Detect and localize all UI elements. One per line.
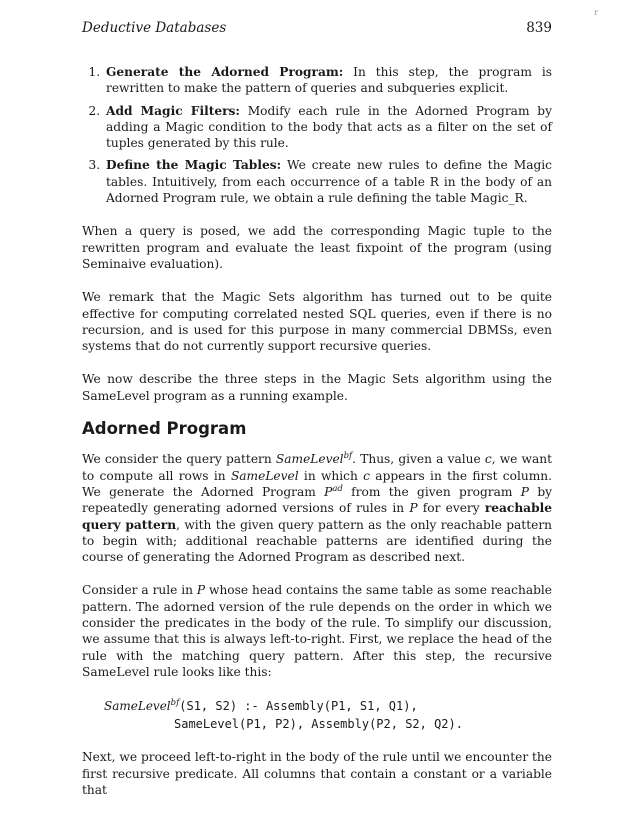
paragraph-consider-rule: Consider a rule in P whose head contains the same table as some reachable pattern. The adorned version of the rule depends on the order in which we consider the predicates in the body of the rule. To simplify our discussion, we assume that this is always left-to-right. First, we replace the head of the rule with the matching query pattern. After this step, the recursive SameLevel rule looks like this: bbox=[82, 583, 552, 679]
step-3-label: Define the Magic Tables: bbox=[106, 158, 282, 173]
magic-sets-steps-list bbox=[82, 64, 552, 206]
page-number: 839 bbox=[526, 20, 552, 36]
paragraph-query-posed: When a query is posed, we add the corresponding Magic tuple to the rewritten program and evaluate the least fixpoint of the program (using Seminaive evaluation). bbox=[82, 224, 552, 271]
paragraph-query-pattern: We consider the query pattern SameLevel$^{bf}$. Thus, given a value c, we want to compute all rows in SameLevel in which c appears in the first column. We generate the Adorned Program $P^{ad}$ from the given program P by repeatedly generating adorned versions of rules in P for every reachable query pattern, with the given query pattern as the only reachable pattern to begin with; additional reachable patterns are identified during the course of generating the Adorned Program as described next. bbox=[82, 451, 553, 565]
step-2-label: Add Magic Filters: bbox=[106, 103, 240, 118]
step-1-text: In this step, the program is rewritten to make the pattern of queries and subqueries explicit. bbox=[106, 65, 552, 96]
running-header bbox=[82, 20, 552, 40]
running-title: Deductive Databases bbox=[82, 20, 227, 36]
step-1 bbox=[104, 64, 552, 97]
step-3 bbox=[104, 157, 552, 206]
step-2 bbox=[104, 103, 552, 152]
paragraph-remark: We remark that the Magic Sets algorithm has turned out to be quite effective for computing correlated nested SQL queries, even if there is no recursion, and is used for this purpose in many commercial DBMSs, even systems that do not currently support recursive queries. bbox=[82, 290, 552, 354]
step-2-text: Modify each rule in the Adorned Program by adding a Magic condition to the body that acts as a filter on the set of tuples generated by this rule. bbox=[106, 103, 552, 151]
paragraph-three-steps: We now describe the three steps in the Magic Sets algorithm using the SameLevel program as a running example. bbox=[82, 372, 552, 403]
code-line-2: SameLevel(P1, P2), Assembly(P2, S2, Q2). bbox=[174, 717, 463, 732]
body-text bbox=[82, 64, 552, 815]
code-line-1: SameLevel$^{bf}$(S1, S2) :- Assembly(P1, S1, Q1), bbox=[104, 698, 418, 714]
section-heading: Adorned Program bbox=[82, 419, 247, 439]
code-block-adorned-rule bbox=[104, 697, 552, 733]
paragraph-next: Next, we proceed left-to-right in the body of the rule until we encounter the first recursive predicate. All columns that contain a constant or a variable that bbox=[82, 750, 552, 797]
step-1-label: Generate the Adorned Program: bbox=[106, 65, 344, 79]
corner-mark: r bbox=[594, 8, 598, 17]
step-3-text: We create new rules to define the Magic tables. Intuitively, from each occurrence of a table R in the body of an Adorned Program rule, we obtain a rule defining the table Magic_R. bbox=[106, 158, 552, 206]
